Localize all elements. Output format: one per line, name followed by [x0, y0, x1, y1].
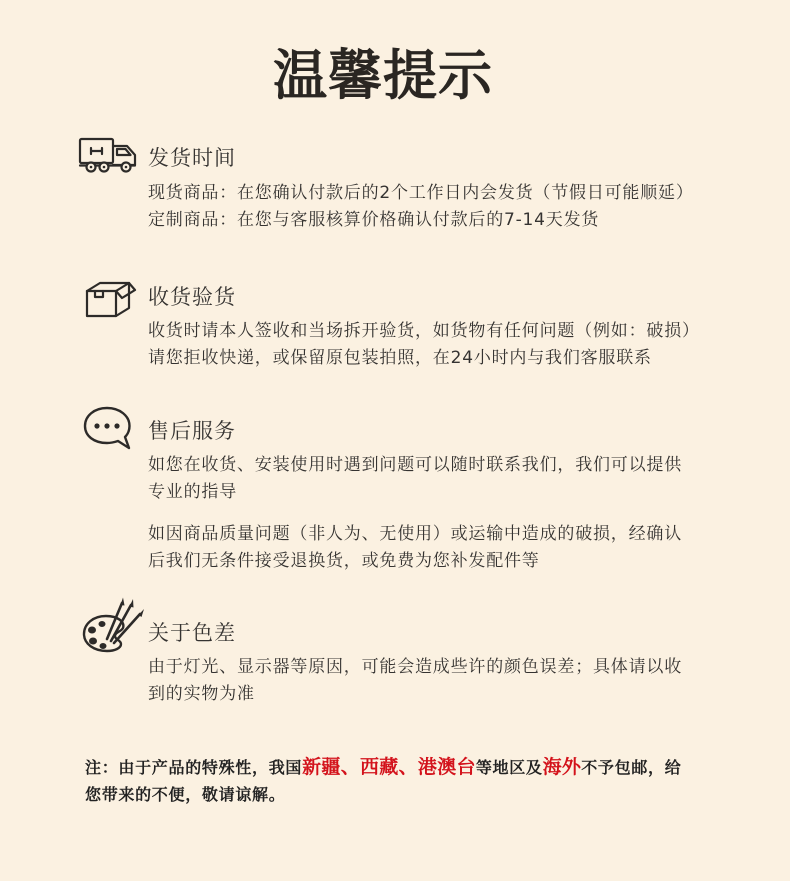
box-front [87, 291, 116, 316]
notice-excluded-regions: 新疆、西藏、港澳台 [302, 756, 476, 778]
brush-tip [130, 599, 134, 608]
open-box-icon [84, 275, 137, 319]
section-heading-color-difference: 关于色差 [148, 621, 236, 645]
shipping-time-line: 定制商品：在您与客服核算价格确认付款后的7-14天发货 [148, 210, 600, 230]
chat-dots [94, 423, 119, 428]
color-difference-line: 到的实物为准 [148, 684, 255, 704]
chat-bubble-icon [82, 405, 133, 450]
section-heading-after-sales: 售后服务 [148, 419, 236, 443]
after-sales-text-1 [148, 452, 682, 506]
chat-dot [104, 423, 109, 428]
after-sales-text-2 [148, 521, 682, 575]
receiving-line: 收货时请本人签收和当场拆开验货，如货物有任何问题（例如：破损） [148, 321, 700, 341]
truck-hub [90, 166, 93, 169]
after-sales-line: 专业的指导 [148, 482, 237, 502]
chat-bubble-icon-graphic [82, 405, 133, 450]
after-sales-line: 如因商品质量问题（非人为、无使用）或运输中造成的破损，经确认 [148, 524, 682, 544]
receiving-line: 请您拒收快递，或保留原包装拍照，在24小时内与我们客服联系 [148, 348, 652, 368]
section-heading-receiving: 收货验货 [148, 285, 236, 309]
notice-suffix: 不予包邮，给 [581, 758, 682, 777]
open-box-icon-graphic [84, 275, 137, 319]
notice-line-2: 您带来的不便，敬请谅解。 [85, 785, 286, 804]
notice-line-1 [85, 754, 681, 781]
color-difference-line: 由于灯光、显示器等原因，可能会造成些许的颜色误差；具体请以收 [148, 657, 682, 677]
color-difference-text [148, 654, 682, 708]
truck-icon-graphic [78, 137, 138, 174]
page-title: 温馨提示 [273, 44, 493, 107]
truck-icon [78, 137, 138, 174]
palette-icon-graphic [82, 597, 145, 654]
box-outline [87, 283, 135, 316]
shipping-time-line: 现货商品：在您确认付款后的2个工作日内会发货（节假日可能顺延） [148, 183, 694, 203]
after-sales-line: 后我们无条件接受退换货，或免费为您补发配件等 [148, 551, 540, 571]
chat-dot [94, 423, 99, 428]
paint-dab [100, 643, 107, 649]
truck-hub [103, 166, 106, 169]
brush-tips [121, 598, 145, 618]
truck-cargo-mark [91, 148, 102, 154]
truck-wheels [87, 163, 131, 172]
shipping-exclusion-notice [85, 754, 681, 808]
chat-dot [114, 423, 119, 428]
paint-dab [88, 627, 96, 634]
shipping-time-text [148, 180, 694, 234]
receiving-text [148, 318, 700, 372]
notice-middle: 等地区及 [475, 758, 543, 777]
notice-overseas: 海外 [542, 756, 582, 778]
box-side [116, 283, 129, 316]
palette-icon [82, 597, 145, 654]
notice-prefix: 注：由于产品的特殊性，我国 [85, 758, 303, 777]
after-sales-line: 如您在收货、安装使用时遇到问题可以随时联系我们，我们可以提供 [148, 455, 682, 475]
paint-dab [99, 621, 106, 627]
brush-tip [121, 598, 125, 606]
truck-hub [125, 166, 128, 169]
truck-window [117, 149, 131, 155]
paint-dab [89, 638, 97, 645]
section-heading-shipping-time: 发货时间 [148, 146, 236, 170]
palette-paints [88, 621, 107, 649]
